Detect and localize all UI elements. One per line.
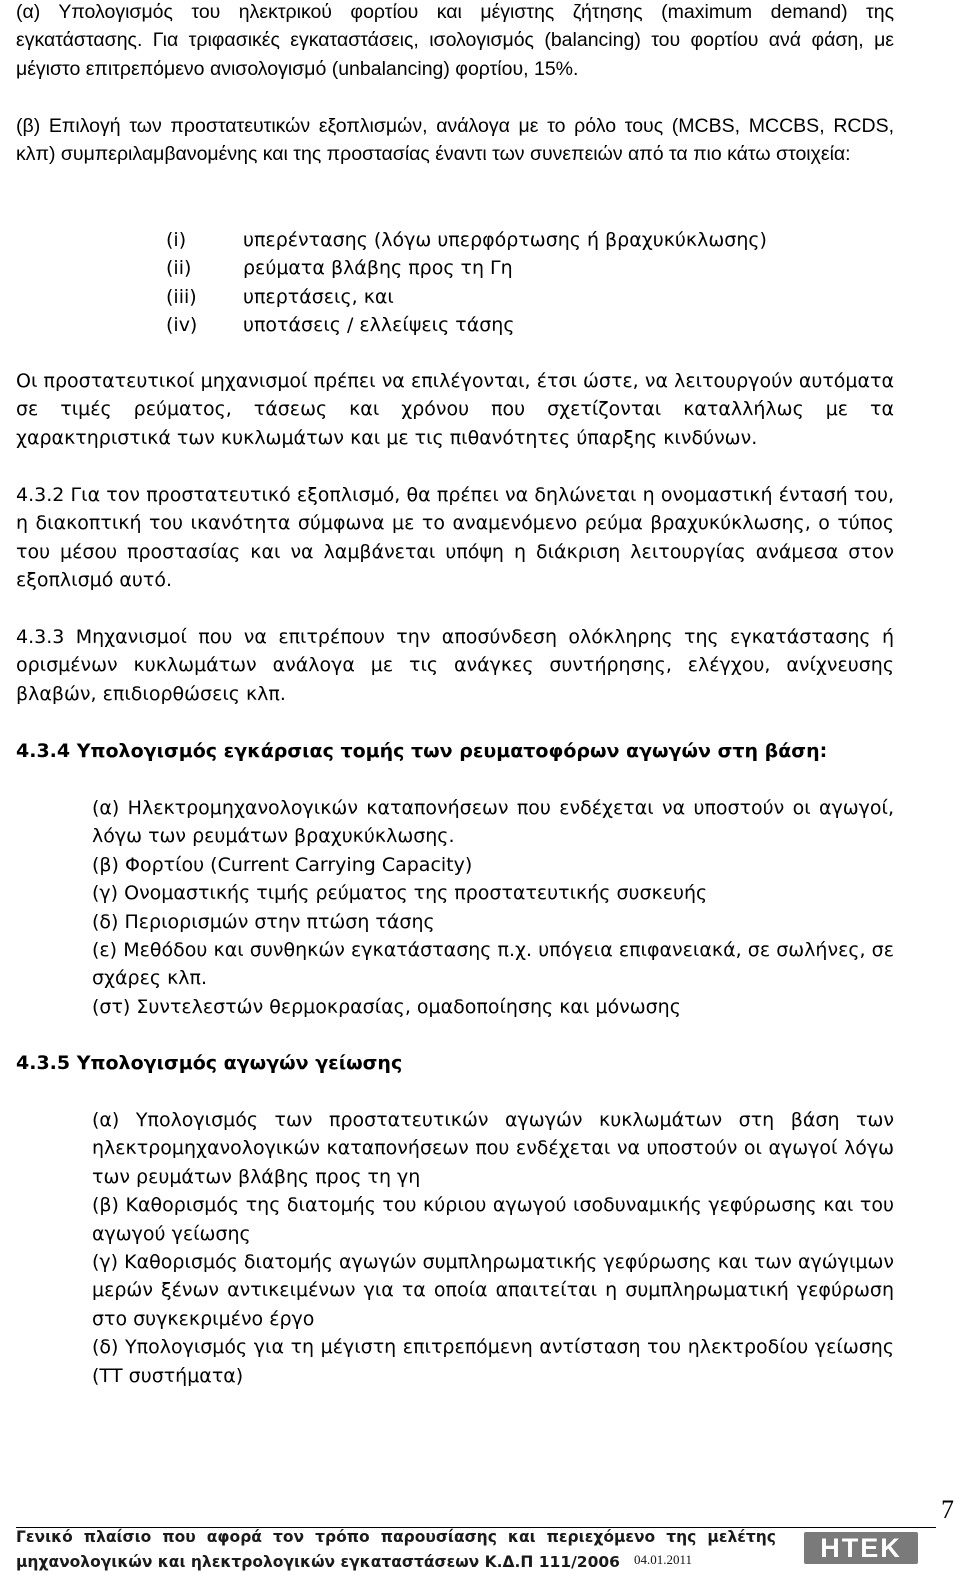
list-item: (β) Φορτίου (Current Carrying Capacity) xyxy=(92,853,473,876)
heading-4-3-5: 4.3.5 Υπολογισμός αγωγών γείωσης xyxy=(16,1052,403,1074)
list-item-text: ρεύματα βλάβης προς τη Γη xyxy=(243,257,513,280)
list-item-number: (iii) xyxy=(166,285,197,308)
paragraph-4-3-3: 4.3.3 Μηχανισμοί που να επιτρέπουν την αποσύνδεση ολόκληρης της εγκατάστασης ή ορισμένων κυκλωμάτων ανάλογα με τις ανάγκες συντήρησης, ελέγχου, ανίχνευσης βλαβών, επιδιορθώσεις κλπ. xyxy=(16,626,894,705)
list-item-text: υποτάσεις / ελλείψεις τάσης xyxy=(243,314,515,337)
etek-logo xyxy=(804,1532,918,1564)
paragraph-protective-mechanisms: Οι προστατευτικοί μηχανισμοί πρέπει να επιλέγονται, έτσι ώστε, να λειτουργούν αυτόματα σε τιμές ρεύματος, τάσεως και χρόνου που σχετίζονται καταλλήλως με τα χαρακτηριστικά των κυκλωμάτων και με τις πιθανότητες ύπαρξης κινδύνων. xyxy=(16,370,894,449)
list-item-text: υπερέντασης (λόγω υπερφόρτωσης ή βραχυκύκλωσης) xyxy=(243,229,767,251)
list-item: (δ) Περιορισμών στην πτώση τάσης xyxy=(92,910,435,933)
list-item: (β) Καθορισμός της διατομής του κύριου αγωγού ισοδυναμικής γεφύρωσης και του αγωγού γείωσης xyxy=(92,1194,894,1245)
list-item xyxy=(166,283,767,311)
list-item: (γ) Καθορισμός διατομής αγωγών συμπληρωματικής γεφύρωσης και των αγώγιμων μερών ξένων αντικειμένων για τα οποία απαιτείται η συμπληρωματική γεφύρωση στο συγκεκριμένο έργο xyxy=(92,1251,894,1330)
page-number: 7 xyxy=(941,1495,954,1524)
footer-date: 04.01.2011 xyxy=(634,1552,693,1567)
paragraph-4-3-2: 4.3.2 Για τον προστατευτικό εξοπλισμό, θα πρέπει να δηλώνεται η ονομαστική έντασή του, η διακοπτική του ικανότητα σύμφωνα με το αναμενόμενο ρεύμα βραχυκύκλωσης, ο τύπος του μέσου προστασίας και να λαμβάνεται υπόψη η διάκριση λειτουργίας ανάμεσα στον εξοπλισμό αυτό. xyxy=(16,484,894,592)
list-4-3-5 xyxy=(92,1106,894,1390)
list-4-3-4 xyxy=(92,794,894,1021)
list-item xyxy=(166,254,767,282)
list-item: (α) Υπολογισμός των προστατευτικών αγωγών κυκλωμάτων στη βάση των ηλεκτρομηχανολογικών καταπονήσεων που ενδέχεται να υποστούν οι αγωγοί λόγω των ρευμάτων βλάβης προς τη γη xyxy=(92,1109,894,1188)
paragraph-load-calculation: (α) Υπολογισμός του ηλεκτρικού φορτίου και μέγιστης ζήτησης (maximum demand) της εγκατάστασης. Για τριφασικές εγκαταστάσεις, ισολογισμός (balancing) του φορτίου ανά φάση, με μέγιστο επιτρεπόμενο ανισολογισμό (unbalancing) φορτίου, 15%. xyxy=(16,1,894,80)
list-item: (ε) Μεθόδου και συνθηκών εγκατάστασης π.χ. υπόγεια επιφανειακά, σε σωλήνες, σε σχάρες κλπ. xyxy=(92,939,894,990)
list-item-text: υπερτάσεις, και xyxy=(243,285,394,308)
list-item xyxy=(166,226,767,254)
list-item: (γ) Ονομαστικής τιμής ρεύματος της προστατευτικής συσκευής xyxy=(92,882,708,905)
list-item xyxy=(166,311,767,339)
list-item-number: (i) xyxy=(166,229,187,251)
paragraph-protective-equipment: (β) Επιλογή των προστατευτικών εξοπλισμών, ανάλογα με το ρόλο τους (MCBS, MCCBS, RCDS, κλπ) συμπεριλαμβανομένης και της προστασίας έναντι των συνεπειών από τα πιο κάτω στοιχεία: xyxy=(16,115,894,166)
footer-text: Γενικό πλαίσιο που αφορά τον τρόπο παρουσίασης και περιεχόμενο της μελέτης μηχανολογικών και ηλεκτρολογικών εγκαταστάσεων Κ.Δ.Π 111/2006 xyxy=(16,1528,776,1571)
list-item-number: (iv) xyxy=(166,314,198,337)
heading-4-3-4: 4.3.4 Υπολογισμός εγκάρσιας τομής των ρευματοφόρων αγωγών στη βάση: xyxy=(16,740,828,762)
protection-list xyxy=(166,226,767,340)
list-item-number: (ii) xyxy=(166,257,192,280)
logo-text: ΗΤΕΚ xyxy=(820,1532,902,1563)
list-item: (α) Ηλεκτρομηχανολογικών καταπονήσεων που ενδέχεται να υποστούν οι αγωγοί, λόγω των ρευμάτων βραχυκύκλωσης. xyxy=(92,797,894,848)
list-item: (δ) Υπολογισμός για τη μέγιστη επιτρεπόμενη αντίσταση του ηλεκτροδίου γείωσης (ΤΤ συστήματα) xyxy=(92,1336,894,1387)
list-item: (στ) Συντελεστών θερμοκρασίας, ομαδοποίησης και μόνωσης xyxy=(92,995,681,1018)
